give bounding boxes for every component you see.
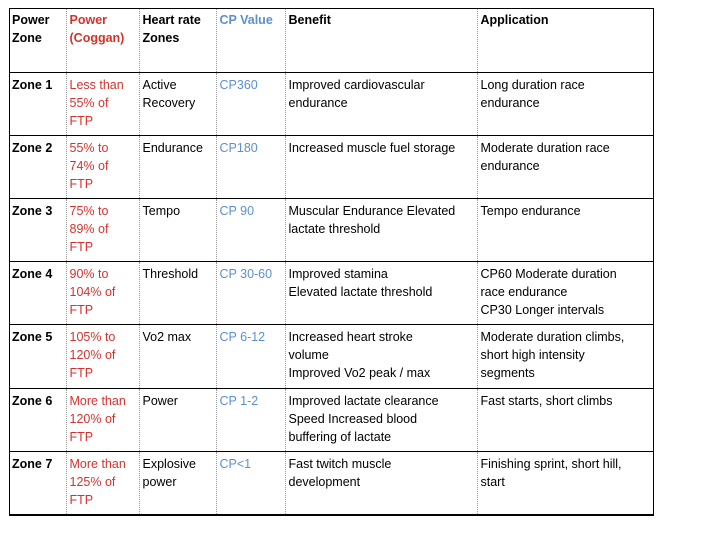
- cell-application-line: Finishing sprint, short hill,: [480, 456, 622, 471]
- cell-power-line: 90% to: [69, 267, 109, 282]
- cell-zone: [9, 325, 66, 388]
- cell-application-line: start: [480, 474, 505, 489]
- cell-benefit-line: lactate threshold: [288, 222, 381, 237]
- cell-application-line: Moderate duration climbs,: [480, 330, 625, 345]
- cell-benefit-line: Elevated lactate threshold: [288, 285, 433, 300]
- header-application: [477, 8, 653, 72]
- cell-power: [66, 199, 139, 262]
- cell-benefit: [285, 135, 477, 198]
- header-text: Benefit: [288, 13, 331, 27]
- cell-zone-text: Zone 7: [12, 456, 53, 471]
- cell-benefit: [285, 199, 477, 262]
- cell-zone: [9, 72, 66, 135]
- cell-heart-rate: [139, 72, 216, 135]
- cell-heart-rate: [139, 325, 216, 388]
- cell-heart-rate: [139, 451, 216, 514]
- cell-zone-text: Zone 3: [12, 204, 53, 219]
- cell-benefit-line: Improved lactate clearance: [288, 393, 439, 408]
- cell-power-line: 104% of: [69, 285, 116, 300]
- cell-power-line: FTP: [69, 429, 94, 444]
- cell-cp-value: [216, 388, 285, 451]
- table-row: [9, 388, 653, 451]
- cell-power: [66, 388, 139, 451]
- cell-benefit: [285, 388, 477, 451]
- cell-cp-value: [216, 325, 285, 388]
- cell-power-line: 105% to: [69, 330, 116, 345]
- cell-heart-rate-line: Tempo: [142, 204, 181, 219]
- cell-power-line: 125% of: [69, 474, 116, 489]
- cell-zone-text: Zone 1: [12, 77, 53, 92]
- cell-benefit-line: Increased heart stroke: [288, 330, 413, 345]
- cell-application-line: short high intensity: [480, 348, 585, 363]
- cell-heart-rate: [139, 262, 216, 325]
- header-row: [9, 8, 653, 72]
- cell-power: [66, 262, 139, 325]
- cell-cp-value: [216, 199, 285, 262]
- cell-cp-value-text: CP360: [219, 77, 258, 92]
- cell-application-line: CP30 Longer intervals: [480, 303, 605, 318]
- cell-power-line: FTP: [69, 113, 94, 128]
- cell-heart-rate: [139, 199, 216, 262]
- header-cp-value: [216, 8, 285, 72]
- cell-heart-rate-line: Endurance: [142, 140, 203, 155]
- cell-cp-value: [216, 262, 285, 325]
- cell-power-line: 55% to: [69, 140, 109, 155]
- cell-power-line: 120% of: [69, 348, 116, 363]
- cell-zone-text: Zone 4: [12, 267, 53, 282]
- header-text: Heart rate: [142, 13, 201, 27]
- cell-application-line: CP60 Moderate duration: [480, 267, 617, 282]
- cell-heart-rate-line: Vo2 max: [142, 330, 192, 345]
- cell-application: [477, 135, 653, 198]
- header-text: Power: [69, 13, 108, 27]
- cell-cp-value: [216, 72, 285, 135]
- cell-power-line: 120% of: [69, 411, 116, 426]
- cell-cp-value-text: CP 30-60: [219, 267, 273, 282]
- cell-benefit-line: endurance: [288, 95, 348, 110]
- cell-cp-value-text: CP180: [219, 140, 258, 155]
- cell-cp-value-text: CP 1-2: [219, 393, 259, 408]
- cell-zone-text: Zone 5: [12, 330, 53, 345]
- cell-benefit-line: Muscular Endurance Elevated: [288, 204, 456, 219]
- cell-application-line: Long duration race: [480, 77, 585, 92]
- header-text: (Coggan): [69, 31, 125, 45]
- cell-heart-rate-line: power: [142, 474, 177, 489]
- cell-zone: [9, 388, 66, 451]
- cell-application: [477, 451, 653, 514]
- header-text: Power: [12, 13, 50, 27]
- cell-application-line: Moderate duration race: [480, 140, 610, 155]
- cell-heart-rate-line: Threshold: [142, 267, 199, 282]
- cell-power-line: Less than: [69, 77, 124, 92]
- cell-benefit-line: Improved cardiovascular: [288, 77, 425, 92]
- cell-benefit-line: volume: [288, 348, 329, 363]
- cell-benefit-line: Speed Increased blood: [288, 411, 418, 426]
- training-zones-table: [9, 8, 653, 515]
- cell-benefit-line: Improved Vo2 peak / max: [288, 366, 431, 381]
- cell-zone: [9, 451, 66, 514]
- table-row: [9, 135, 653, 198]
- cell-benefit-line: Improved stamina: [288, 267, 388, 282]
- cell-application-line: Tempo endurance: [480, 204, 581, 219]
- cell-zone: [9, 135, 66, 198]
- table-row: [9, 262, 653, 325]
- table-row: [9, 72, 653, 135]
- cell-cp-value: [216, 451, 285, 514]
- header-power-zone: [9, 8, 66, 72]
- cell-zone-text: Zone 6: [12, 393, 53, 408]
- cell-power-line: FTP: [69, 176, 94, 191]
- header-power-coggan: [66, 8, 139, 72]
- cell-heart-rate-line: Active: [142, 77, 177, 92]
- cell-application: [477, 199, 653, 262]
- cell-heart-rate-line: Power: [142, 393, 178, 408]
- cell-power-line: FTP: [69, 492, 94, 507]
- table-row: [9, 325, 653, 388]
- cell-benefit-line: Increased muscle fuel storage: [288, 140, 456, 155]
- cell-application-line: segments: [480, 366, 535, 381]
- cell-benefit-line: Fast twitch muscle: [288, 456, 392, 471]
- cell-power-line: FTP: [69, 240, 94, 255]
- cell-cp-value-text: CP 6-12: [219, 330, 266, 345]
- cell-benefit-line: buffering of lactate: [288, 429, 392, 444]
- cell-application-line: endurance: [480, 158, 540, 173]
- table-row: [9, 451, 653, 514]
- header-heart-rate-zones: [139, 8, 216, 72]
- cell-power: [66, 451, 139, 514]
- cell-power-line: FTP: [69, 303, 94, 318]
- cell-power-line: 89% of: [69, 222, 109, 237]
- header-text: Zone: [12, 31, 42, 45]
- header-text: CP Value: [219, 13, 273, 27]
- header-benefit: [285, 8, 477, 72]
- cell-power-line: FTP: [69, 366, 94, 381]
- cell-cp-value-text: CP 90: [219, 204, 255, 219]
- table-row: [9, 199, 653, 262]
- cell-application: [477, 72, 653, 135]
- cell-zone-text: Zone 2: [12, 140, 53, 155]
- cell-zone: [9, 199, 66, 262]
- cell-cp-value: [216, 135, 285, 198]
- cell-power-line: More than: [69, 456, 126, 471]
- cell-heart-rate-line: Explosive: [142, 456, 196, 471]
- header-text: Application: [480, 13, 549, 27]
- cell-heart-rate: [139, 135, 216, 198]
- cell-power-line: 74% of: [69, 158, 109, 173]
- cell-power: [66, 72, 139, 135]
- cell-application: [477, 388, 653, 451]
- cell-heart-rate: [139, 388, 216, 451]
- cell-benefit: [285, 262, 477, 325]
- cell-zone: [9, 262, 66, 325]
- cell-application-line: endurance: [480, 95, 540, 110]
- cell-power: [66, 135, 139, 198]
- header-text: Zones: [142, 31, 180, 45]
- cell-power-line: 55% of: [69, 95, 109, 110]
- cell-power-line: More than: [69, 393, 126, 408]
- cell-power-line: 75% to: [69, 204, 109, 219]
- cell-application-line: Fast starts, short climbs: [480, 393, 613, 408]
- cell-cp-value-text: CP<1: [219, 456, 252, 471]
- cell-heart-rate-line: Recovery: [142, 95, 196, 110]
- cell-benefit-line: development: [288, 474, 361, 489]
- cell-application-line: race endurance: [480, 285, 568, 300]
- cell-application: [477, 325, 653, 388]
- cell-benefit: [285, 451, 477, 514]
- cell-benefit: [285, 72, 477, 135]
- cell-application: [477, 262, 653, 325]
- cell-power: [66, 325, 139, 388]
- cell-benefit: [285, 325, 477, 388]
